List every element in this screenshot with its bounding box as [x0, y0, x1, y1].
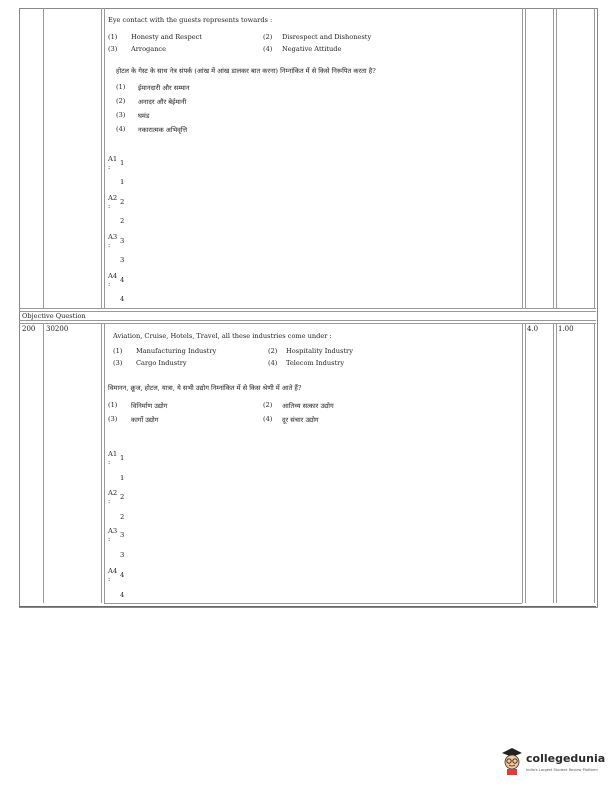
option-num: (4) [263, 45, 273, 53]
section-label: Objective Question [22, 312, 86, 320]
answer-colon: : [108, 280, 111, 288]
question-id: 30200 [46, 325, 69, 333]
question-marks: 4.0 [527, 325, 539, 333]
col-divider [104, 8, 105, 308]
question-text-en: Eye contact with the guests represents towards : [108, 16, 273, 24]
question-text-en: Aviation, Cruise, Hotels, Travel, all these industries come under : [113, 332, 332, 340]
logo-mascot-icon [500, 746, 524, 776]
answer-option: 4 [120, 295, 125, 303]
option-num: (2) [268, 347, 278, 355]
question-text-hi: विमानन, क्रूज, होटल, यात्रा, ये सभी उद्योग निम्नांकित में से किस श्रेणी में आते हैं? [108, 384, 302, 392]
answer-value: 3 [120, 531, 125, 539]
row-divider [19, 308, 596, 309]
col-divider [101, 8, 102, 308]
col-divider [594, 323, 595, 603]
col-divider [556, 323, 557, 603]
option-text: विनिर्माण उद्योग [131, 402, 168, 410]
col-divider [525, 8, 526, 308]
col-divider [553, 323, 554, 603]
option-num: (4) [268, 359, 278, 367]
answer-label: A3 [108, 527, 118, 535]
option-num: (3) [108, 415, 118, 423]
option-text: Arrogance [131, 45, 167, 53]
option-num: (1) [108, 401, 118, 409]
row-divider [19, 323, 596, 324]
answer-colon: : [108, 535, 111, 543]
answer-value: 2 [120, 493, 125, 501]
col-divider [594, 8, 595, 308]
table-bottom-rule [19, 606, 596, 607]
answer-label: A1 [108, 155, 118, 163]
option-text: Negative Attitude [282, 45, 342, 53]
answer-label: A2 [108, 194, 118, 202]
option-text: Hospitality Industry [286, 347, 353, 355]
answer-colon: : [108, 241, 111, 249]
row-divider [104, 603, 522, 604]
answer-label: A4 [108, 567, 118, 575]
question-text-hi: होटल के गेस्ट के साथ नेत्र संपर्क (आंख में आंख डालकर बात करना) निम्नांकित में से किसे निरूपित करता है? [116, 67, 376, 75]
row-divider [19, 311, 596, 312]
col-divider [522, 8, 523, 308]
answer-value: 3 [120, 237, 125, 245]
answer-colon: : [108, 497, 111, 505]
option-text: घमंड [138, 112, 150, 120]
option-num: (4) [263, 415, 273, 423]
collegedunia-logo [500, 746, 606, 782]
option-text: Disrespect and Dishonesty [282, 33, 372, 41]
option-text: Telecom Industry [286, 359, 345, 367]
question-number: 200 [22, 325, 36, 333]
answer-option: 1 [120, 178, 125, 186]
answer-colon: : [108, 163, 111, 171]
answer-colon: : [108, 458, 111, 466]
option-num: (2) [116, 97, 126, 105]
answer-label: A2 [108, 489, 118, 497]
answer-option: 4 [120, 591, 125, 599]
option-num: (1) [116, 83, 126, 91]
option-text: आतिथ्य सत्कार उद्योग [282, 402, 334, 410]
option-num: (3) [108, 45, 118, 53]
option-num: (1) [108, 33, 118, 41]
answer-label: A4 [108, 272, 118, 280]
col-divider [553, 8, 554, 308]
col-divider [522, 323, 523, 603]
option-num: (1) [113, 347, 123, 355]
option-text: Honesty and Respect [131, 33, 202, 41]
option-text: ईमानदारी और सम्मान [138, 84, 190, 92]
answer-colon: : [108, 575, 111, 583]
option-text: नकारात्मक अभिवृत्ति [138, 126, 188, 134]
answer-value: 4 [120, 276, 125, 284]
option-num: (2) [263, 401, 273, 409]
option-num: (2) [263, 33, 273, 41]
logo-tagline: India's Largest Student Review Platform [526, 768, 598, 772]
option-num: (3) [113, 359, 123, 367]
answer-option: 2 [120, 513, 125, 521]
answer-label: A3 [108, 233, 118, 241]
col-divider [43, 323, 44, 603]
option-text: Manufacturing Industry [136, 347, 217, 355]
option-num: (3) [116, 111, 126, 119]
logo-wordmark: collegedunia [526, 752, 606, 765]
option-text: कार्गो उद्योग [131, 416, 159, 424]
answer-colon: : [108, 202, 111, 210]
answer-value: 1 [120, 159, 125, 167]
col-divider [43, 8, 44, 308]
answer-label: A1 [108, 450, 118, 458]
option-text: अनादर और बेईमानी [138, 98, 187, 106]
col-divider [525, 323, 526, 603]
answer-option: 3 [120, 256, 125, 264]
row-divider [19, 320, 596, 321]
col-divider [104, 323, 105, 603]
answer-option: 3 [120, 551, 125, 559]
answer-option: 1 [120, 474, 125, 482]
negative-marks: 1.00 [558, 325, 574, 333]
col-divider [101, 323, 102, 603]
option-text: दूर संचार उद्योग [282, 416, 319, 424]
answer-value: 2 [120, 198, 125, 206]
option-text: Cargo Industry [136, 359, 187, 367]
answer-value: 1 [120, 454, 125, 462]
col-divider [556, 8, 557, 308]
answer-value: 4 [120, 571, 125, 579]
answer-option: 2 [120, 217, 125, 225]
option-num: (4) [116, 125, 126, 133]
